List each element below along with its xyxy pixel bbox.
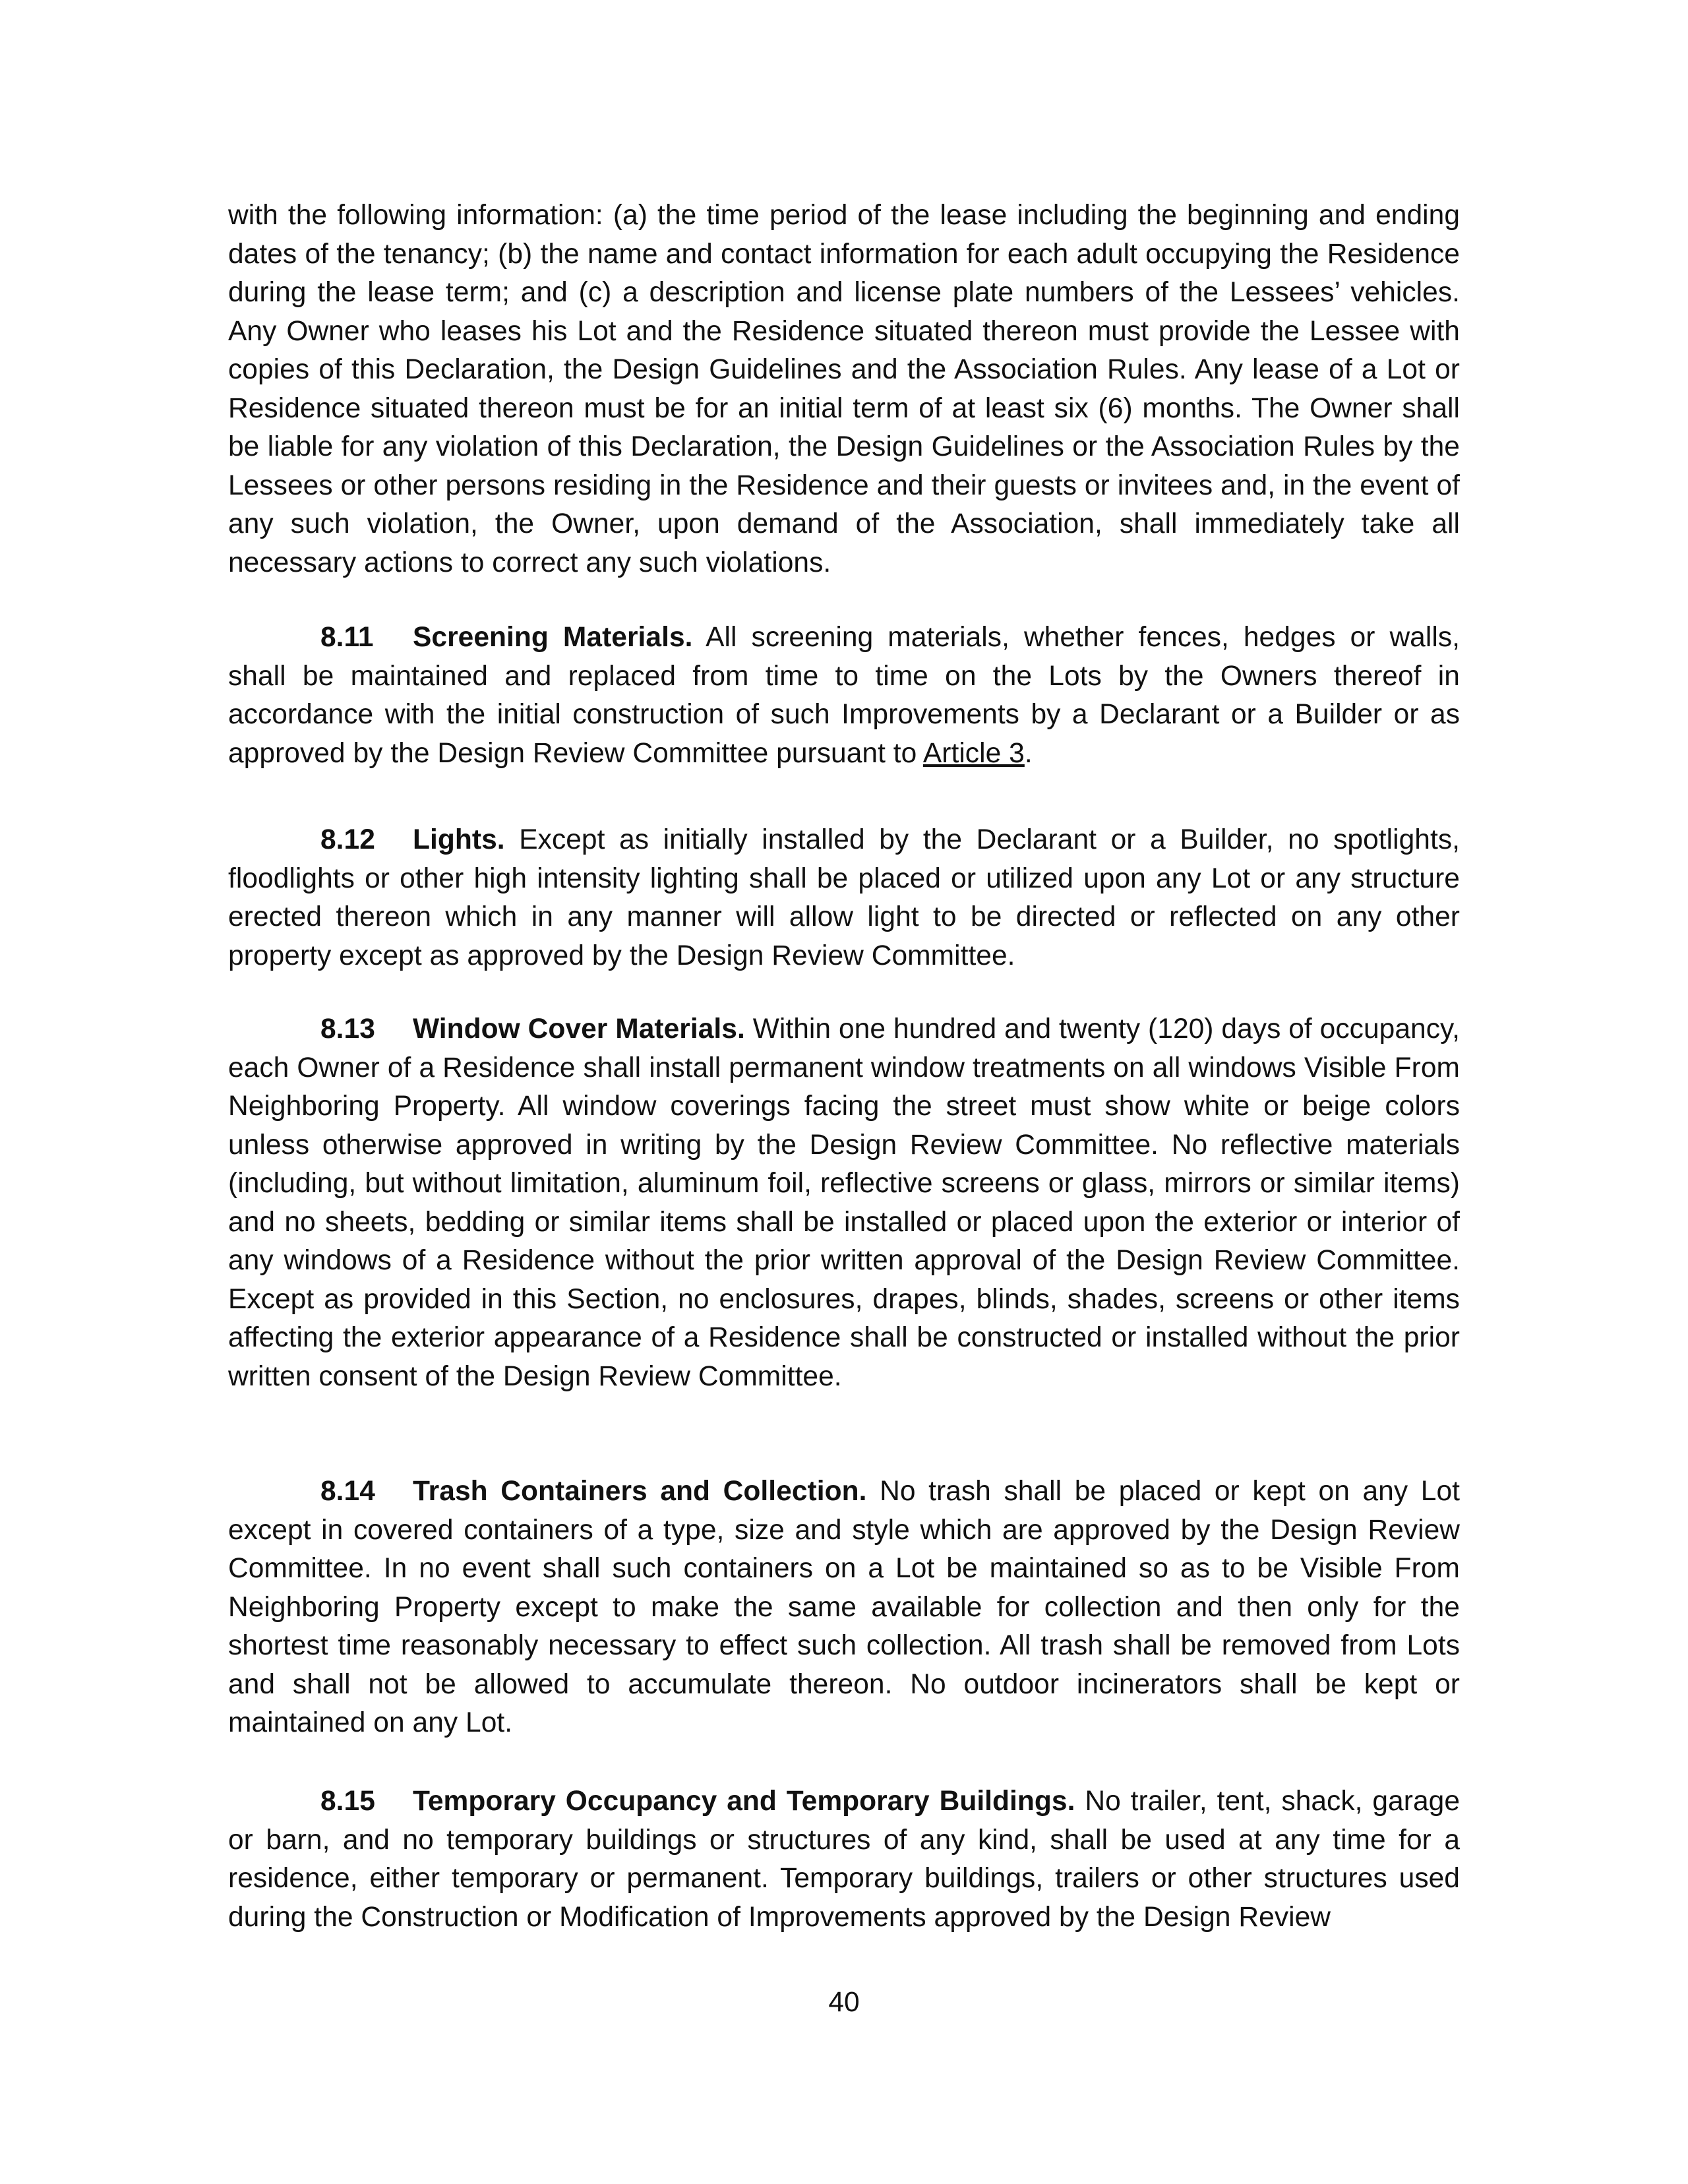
paragraph-text: with the following information: (a) the time period of the lease including the beginning and ending dates of the tenancy; (b) the name and contact information for each adult occupying the Residence during the lease term; and (c) a description and license plate numbers of the Lessees’ vehicles. Any Owner who leases his Lot and the Residence situated thereon must provide the Lessee with copies of this Declaration, the Design Guidelines and the Association Rules. Any lease of a Lot or Residence situated thereon must be for an initial term of at least six (6) months. The Owner shall be liable for any violation of this Declaration, the Design Guidelines or the Association Rules by the Lessees or other persons residing in the Residence and their guests or invitees and, in the event of any such violation, the Owner, upon demand of the Association, shall immediately take all necessary actions to correct any such violations. bbox=[228, 200, 1460, 578]
section-number: 8.13 bbox=[320, 1014, 375, 1045]
section-text: No trash shall be placed or kept on any Lot except in covered containers of a type, size and style which are approved by the Design Review Committee. In no event shall such containers on a Lot be maintained so as to be Visible From Neighboring Property except to make the same available for collection and then only for the shortest time reasonably necessary to effect such collection. All trash shall be removed from Lots and shall not be allowed to accumulate thereon. No outdoor incinerators shall be kept or maintained on any Lot. bbox=[228, 1476, 1461, 1738]
section-heading: Trash Containers and Collection. bbox=[413, 1476, 867, 1507]
section-8-14 bbox=[228, 1472, 1460, 1743]
section-8-12 bbox=[228, 821, 1460, 975]
section-8-15 bbox=[228, 1782, 1460, 1937]
section-number: 8.14 bbox=[320, 1476, 375, 1507]
section-text: Except as initially installed by the Declarant or a Builder, no spotlights, floodlights or other high intensity lighting shall be placed or utilized upon any Lot or any structure erected thereon which in any manner will allow light to be directed or reflected on any other property except as approved by the Design Review Committee. bbox=[228, 824, 1461, 971]
section-text: No trailer, tent, shack, garage or barn, and no temporary buildings or structures of any kind, shall be used at any time for a residence, either temporary or permanent. Temporary buildings, trailers or other structures used during the Construction or Modification of Improvements approved by the Design Review bbox=[228, 1786, 1461, 1933]
section-heading: Lights. bbox=[413, 824, 505, 855]
section-heading: Screening Materials. bbox=[413, 622, 693, 653]
section-text: Within one hundred and twenty (120) days of occupancy, each Owner of a Residence shall install permanent window treatments on all windows Visible From Neighboring Property. All window coverings facing the street must show white or beige colors unless otherwise approved in writing by the Design Review Committee. No reflective materials (including, but without limitation, aluminum foil, reflective screens or glass, mirrors or similar items) and no sheets, bedding or similar items shall be installed or placed upon the exterior or interior of any windows of a Residence without the prior written approval of the Design Review Committee. Except as provided in this Section, no enclosures, drapes, blinds, shades, screens or other items affecting the exterior appearance of a Residence shall be constructed or installed without the prior written consent of the Design Review Committee. bbox=[228, 1014, 1460, 1392]
section-text: All screening materials, whether fences, hedges or walls, shall be maintained and replaced from time to time on the Lots by the Owners thereof in accordance with the initial construction of such Improvements by a Declarant or a Builder or as approved by the Design Review Committee pursuant to bbox=[228, 622, 1461, 769]
section-number: 8.11 bbox=[320, 622, 374, 653]
section-8-11 bbox=[228, 619, 1460, 773]
section-heading: Window Cover Materials. bbox=[413, 1014, 745, 1045]
section-number: 8.12 bbox=[320, 824, 375, 855]
section-heading: Temporary Occupancy and Temporary Buildings. bbox=[413, 1786, 1075, 1817]
article-reference-link: Article 3 bbox=[922, 737, 1025, 769]
section-8-13 bbox=[228, 1010, 1460, 1396]
page-number: 40 bbox=[828, 1987, 860, 2018]
continued-paragraph bbox=[228, 197, 1460, 582]
section-text-end: . bbox=[1024, 737, 1033, 769]
section-number: 8.15 bbox=[320, 1786, 375, 1817]
